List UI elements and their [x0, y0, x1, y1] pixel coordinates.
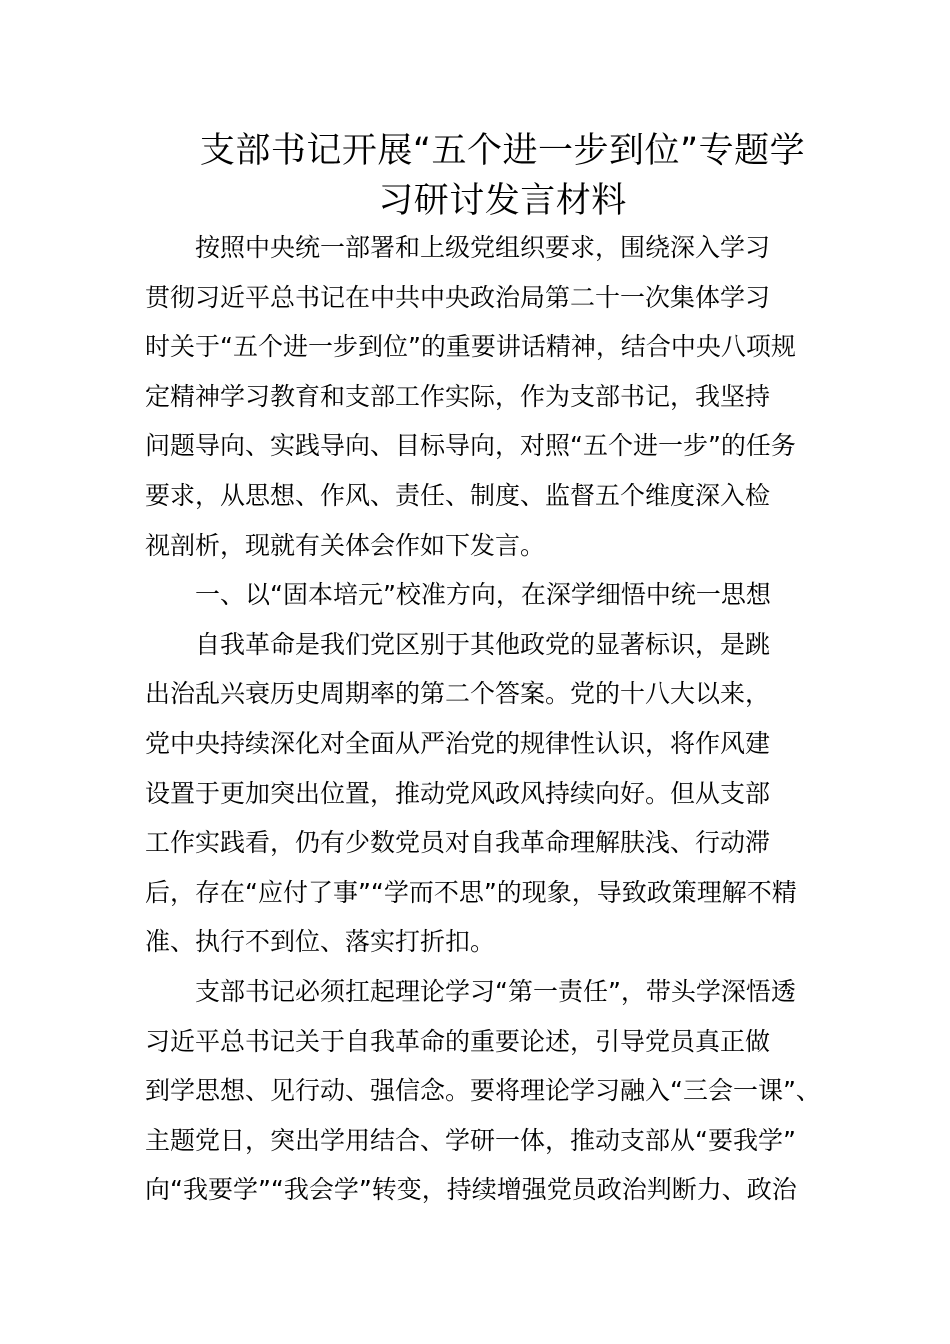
- paragraph-1-line: 定精神学习教育和支部工作实际，作为支部书记，我坚持: [145, 381, 771, 411]
- paragraph-2-line: 准、执行不到位、落实打折扣。: [145, 927, 496, 957]
- paragraph-1-line: 问题导向、实践导向、目标导向，对照“五个进一步”的任务: [145, 431, 796, 461]
- paragraph-1-line: 视剖析，现就有关体会作如下发言。: [145, 530, 546, 560]
- paragraph-3-line: 习近平总书记关于自我革命的重要论述，引导党员真正做: [145, 1026, 771, 1056]
- paragraph-3-line: 主题党日，突出学用结合、学研一体，推动支部从“要我学”: [145, 1125, 796, 1155]
- paragraph-3-line: 向“我要学”“我会学”转变，持续增强党员政治判断力、政治: [145, 1175, 797, 1205]
- paragraph-2-line: 工作实践看，仍有少数党员对自我革命理解肤浅、行动滞: [145, 828, 771, 858]
- section-heading-1: 一、以“固本培元”校准方向，在深学细悟中统一思想: [195, 580, 771, 610]
- document-body: [145, 223, 821, 1215]
- paragraph-3-line: 到学思想、见行动、强信念。要将理论学习融入“三会一课”、: [145, 1076, 821, 1106]
- paragraph-1-line: 要求，从思想、作风、责任、制度、监督五个维度深入检: [145, 480, 771, 510]
- paragraph-2-line: 后，存在“应付了事”“学而不思”的现象，导致政策理解不精: [145, 877, 797, 907]
- paragraph-1-line: 按照中央统一部署和上级党组织要求，围绕深入学习: [195, 233, 771, 262]
- paragraph-2-line: 出治乱兴衰历史周期率的第二个答案。党的十八大以来，: [145, 679, 771, 709]
- title-line-1: 支部书记开展“五个进一步到位”专题学: [199, 131, 806, 171]
- paragraph-2-line: 设置于更加突出位置，推动党风政风持续向好。但从支部: [145, 778, 771, 808]
- document-title: [145, 126, 860, 226]
- paragraph-2-line: 党中央持续深化对全面从严治党的规律性认识，将作风建: [145, 728, 771, 758]
- title-line-2: 习研讨发言材料: [378, 181, 627, 221]
- paragraph-3-line: 支部书记必须扛起理论学习“第一责任”，带头学深悟透: [195, 976, 796, 1006]
- paragraph-2-line: 自我革命是我们党区别于其他政党的显著标识，是跳: [195, 629, 771, 659]
- paragraph-1-line: 贯彻习近平总书记在中共中央政治局第二十一次集体学习: [145, 282, 771, 312]
- paragraph-1-line: 时关于“五个进一步到位”的重要讲话精神，结合中央八项规: [145, 332, 796, 362]
